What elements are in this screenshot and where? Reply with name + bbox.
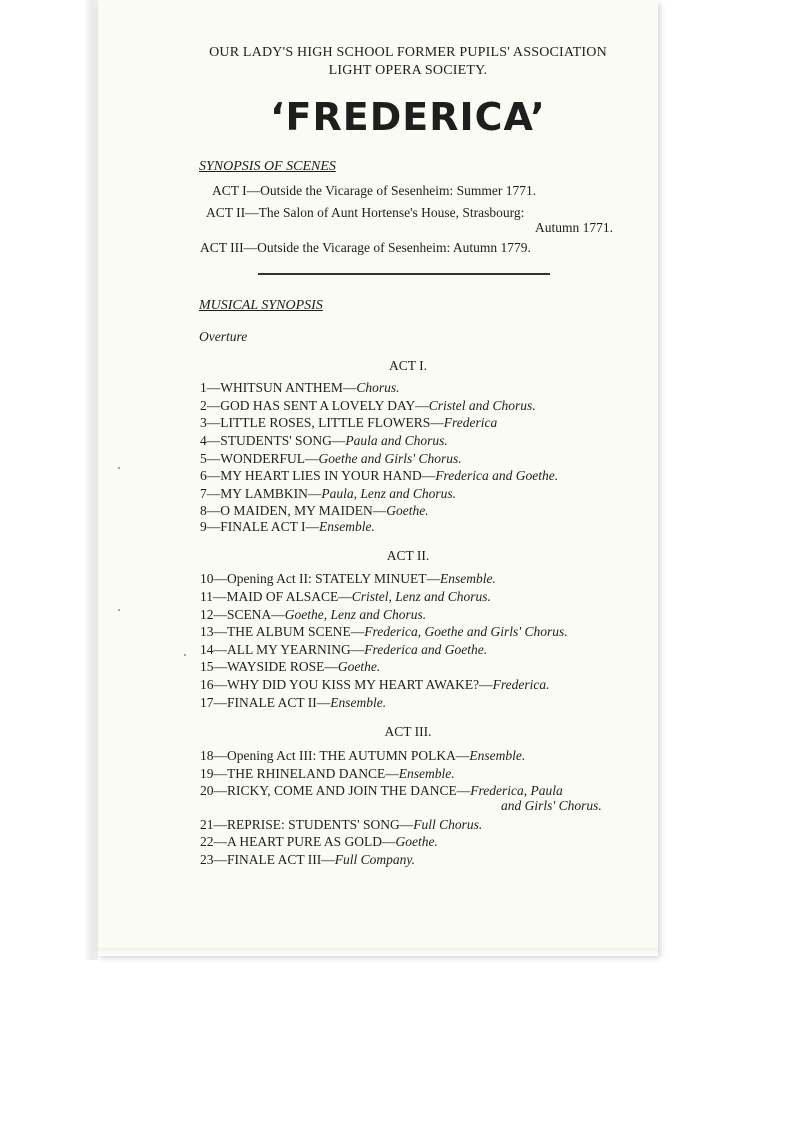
musical-number	[200, 695, 386, 711]
number-performers: Paula and Chorus.	[345, 433, 448, 448]
number-title: 3—LITTLE ROSES, LITTLE FLOWERS—	[200, 415, 444, 430]
musical-number	[200, 468, 558, 484]
number-performers: Full Chorus.	[413, 817, 483, 832]
number-title: 2—GOD HAS SENT A LOVELY DAY—	[200, 398, 429, 413]
number-title: 19—THE RHINELAND DANCE—	[200, 766, 399, 781]
musical-number	[200, 766, 455, 782]
number-performers: Chorus.	[356, 380, 400, 395]
act-3-heading: ACT III.	[384, 724, 432, 739]
number-performers: Goethe.	[395, 834, 438, 849]
musical-number	[200, 398, 536, 414]
number-title: 11—MAID OF ALSACE—	[200, 589, 352, 604]
musical-number	[200, 624, 568, 640]
number-performers-continued: and Girls' Chorus.	[501, 798, 602, 813]
scene-act-1: ACT I—Outside the Vicarage of Sesenheim: Summer 1771.	[212, 183, 537, 198]
number-title: 12—SCENA—	[200, 607, 285, 622]
musical-number	[200, 519, 375, 535]
number-title: 6—MY HEART LIES IN YOUR HAND—	[200, 468, 436, 483]
number-title: 7—MY LAMBKIN—	[200, 486, 322, 501]
opera-title: ‘FREDERICA’	[270, 95, 546, 139]
scan-speck	[184, 654, 186, 656]
number-title: 17—FINALE ACT II—	[200, 695, 331, 710]
musical-number	[200, 783, 563, 799]
scene-act-2-continued: Autumn 1771.	[535, 220, 614, 235]
overture-label: Overture	[199, 329, 248, 344]
number-title: 23—FINALE ACT III—	[200, 852, 335, 867]
number-performers: Ensemble.	[469, 748, 526, 763]
musical-number	[200, 571, 496, 587]
number-title: 20—RICKY, COME AND JOIN THE DANCE—	[200, 783, 471, 798]
association-name: OUR LADY'S HIGH SCHOOL FORMER PUPILS' ASSOCIATION	[209, 45, 607, 60]
number-title: 22—A HEART PURE AS GOLD—	[200, 834, 396, 849]
paper-bottom-edge	[98, 948, 658, 956]
number-title: 5—WONDERFUL—	[200, 451, 319, 466]
number-performers: Frederica	[443, 415, 498, 430]
musical-number	[200, 817, 482, 833]
musical-number	[200, 642, 487, 658]
number-title: 21—REPRISE: STUDENTS' SONG—	[200, 817, 414, 832]
musical-number	[200, 433, 448, 449]
number-performers: Frederica, Goethe and Girls' Chorus.	[364, 624, 568, 639]
number-performers: Goethe, Lenz and Chorus.	[284, 607, 427, 622]
number-performers: Goethe.	[386, 503, 429, 518]
musical-number	[200, 659, 380, 675]
musical-number	[200, 607, 426, 623]
number-performers: Frederica.	[492, 677, 550, 692]
number-performers: Ensemble.	[440, 571, 496, 586]
musical-number	[200, 451, 462, 467]
musical-number	[200, 415, 497, 431]
number-title: 4—STUDENTS' SONG—	[200, 433, 346, 448]
number-performers: Frederica, Paula	[470, 783, 563, 798]
number-performers: Frederica and Goethe.	[435, 468, 559, 483]
number-performers: Goethe.	[337, 659, 381, 674]
society-name: LIGHT OPERA SOCIETY.	[328, 63, 488, 78]
paper-edge	[84, 0, 98, 960]
musical-number	[200, 589, 491, 605]
number-performers: Ensemble.	[319, 519, 375, 534]
number-title: 10—Opening Act II: STATELY MINUET—	[200, 571, 441, 586]
scan-speck	[118, 609, 120, 611]
musical-synopsis-heading: MUSICAL SYNOPSIS	[199, 298, 323, 313]
musical-number	[200, 503, 429, 519]
number-title: 14—ALL MY YEARNING—	[200, 642, 365, 657]
musical-number	[200, 852, 415, 868]
musical-number	[200, 677, 549, 693]
musical-number	[200, 486, 456, 502]
musical-number	[200, 834, 438, 850]
number-title: 15—WAYSIDE ROSE—	[200, 659, 338, 674]
number-performers: Paula, Lenz and Chorus.	[321, 486, 457, 501]
number-performers: Full Company.	[334, 852, 415, 867]
section-divider	[258, 273, 550, 275]
number-performers: Ensemble.	[398, 766, 455, 781]
musical-number	[200, 748, 525, 764]
number-title: 9—FINALE ACT I—	[200, 519, 320, 534]
number-performers: Frederica and Goethe.	[364, 642, 488, 657]
number-performers: Ensemble.	[330, 695, 387, 710]
scene-act-2: ACT II—The Salon of Aunt Hortense's House, Strasbourg:	[206, 205, 525, 220]
number-performers: Cristel and Chorus.	[428, 398, 536, 413]
number-title: 16—WHY DID YOU KISS MY HEART AWAKE?—	[200, 677, 493, 692]
number-performers: Cristel, Lenz and Chorus.	[351, 589, 491, 604]
number-performers: Goethe and Girls' Chorus.	[318, 451, 462, 466]
number-title: 8—O MAIDEN, MY MAIDEN—	[200, 503, 387, 518]
number-title: 13—THE ALBUM SCENE—	[200, 624, 365, 639]
synopsis-of-scenes-heading: SYNOPSIS OF SCENES	[199, 159, 336, 174]
act-1-heading: ACT I.	[388, 358, 427, 373]
scan-speck	[118, 467, 120, 469]
number-title: 1—WHITSUN ANTHEM—	[200, 380, 357, 395]
musical-number	[200, 380, 400, 396]
scene-act-3: ACT III—Outside the Vicarage of Sesenheim: Autumn 1779.	[200, 240, 531, 255]
number-title: 18—Opening Act III: THE AUTUMN POLKA—	[200, 748, 470, 763]
act-2-heading: ACT II.	[386, 548, 430, 563]
